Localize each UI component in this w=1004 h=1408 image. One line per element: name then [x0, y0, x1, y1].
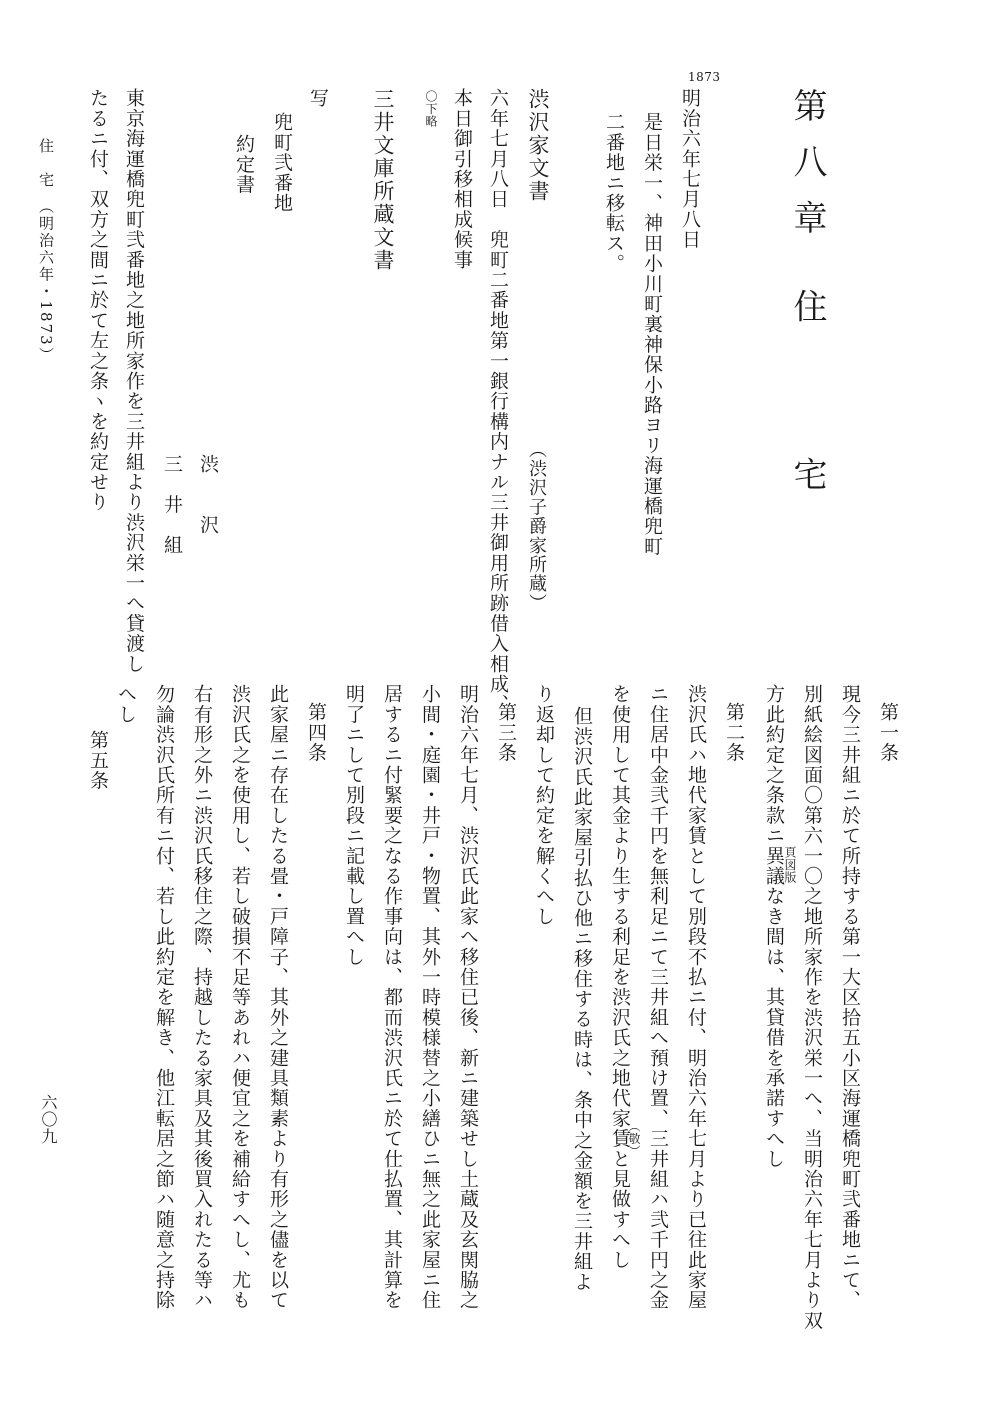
- article2-line1: 渋沢氏ハ地代家賃として別段不払ニ付、明治六年七月より已往此家屋: [685, 684, 707, 1311]
- contract-body-line1: 東京海運橋兜町弐番地之地所家作を三井組より渋沢栄一へ貸渡し: [123, 88, 145, 674]
- article1-note: 頁図版: [783, 846, 797, 884]
- contract-place: 兜町弐番地: [271, 112, 293, 213]
- article4-line4: 勿論渋沢氏所有ニ付、若し此約定を解き、他江転居之節ハ随意之持除: [153, 684, 175, 1311]
- article3-line3: 居するニ付緊要之なる作事向は、都而渋沢氏ニ於て仕払置、其計算を: [381, 684, 403, 1311]
- chapter-title: 第八章 住 宅: [787, 88, 827, 513]
- copy-mark: 写: [307, 88, 329, 109]
- article2-line5: り返却して約定を解くへし: [533, 684, 555, 927]
- shibusawa-doc-source: （渋沢子爵家所蔵）: [526, 440, 547, 613]
- page-number: 六〇九: [39, 1094, 58, 1145]
- shibusawa-doc-line2: 本日御引移相成候事: [451, 88, 473, 270]
- article3-title: 第三条: [495, 702, 517, 763]
- article2-line2: ニ住居中金弐千円を無利足ニて三井組へ預け置、三井組ハ弐千円之金: [647, 684, 669, 1311]
- article2-line3: を使用して其金より生する利足を渋沢氏之地代家賃と見做すへし: [609, 684, 631, 1270]
- mitsui-doc-heading: 三井文庫所蔵文書: [371, 88, 395, 272]
- entry-date: 明治六年七月八日: [679, 88, 701, 250]
- article2-line4: 但渋沢氏此家屋引払ひ他ニ移住する時は、条中之金額を三井組よ: [571, 706, 593, 1292]
- article2-title: 第二条: [723, 702, 745, 763]
- article1-title: 第一条: [877, 702, 899, 763]
- article4-line1: 此家屋ニ存在したる畳・戸障子、其外之建具類素より有形之儘を以て: [267, 684, 289, 1311]
- article3-line4: 明了ニして別段ニ記載し置へし: [343, 684, 365, 967]
- article1-line2: 別紙絵図面〇第六一〇之地所家作を渋沢栄一へ、当明治六年七月より双: [801, 684, 823, 1331]
- article4-line2: 渋沢氏之を使用し、若し破損不足等あれハ便宜之を補給すへし、尤も: [229, 684, 251, 1311]
- article5-title: 第五条: [87, 730, 109, 791]
- article4-line3: 右有形之外ニ渋沢氏移住之際、持越したる家具及其後買入れたる等ハ: [191, 684, 213, 1311]
- contract-title: 約定書: [233, 134, 255, 195]
- contract-body-line2: たるニ付、双方之間ニ於て左之条ヽを約定せり: [87, 88, 109, 513]
- entry-text-line2: 二番地ニ移転ス。: [603, 112, 625, 274]
- shibusawa-doc-line1: 六年七月八日 兜町二番地第一銀行構内ナル三井御用所跡借入相成、: [487, 88, 509, 715]
- article3-line2: 小間・庭園・井戸・物置、其外一時模様替之小繕ひニ無之此家屋ニ住: [419, 684, 441, 1311]
- entry-text-line1: 是日栄一、神田小川町裏神保小路ヨリ海運橋兜町: [641, 112, 663, 557]
- article1-line3: 方此約定之条款ニ異議なき間は、其貸借を承諾すへし: [763, 684, 785, 1169]
- year-note: 1873: [688, 70, 721, 84]
- article4-line5: へし: [115, 684, 137, 725]
- omission-note: 〇下略: [424, 90, 438, 128]
- party-mitsui: 三 井 組: [161, 454, 183, 555]
- article2-note: （敬）: [627, 1120, 641, 1158]
- article3-line1: 明治六年七月、渋沢氏此家へ移住已後、新ニ建築せし土蔵及玄関脇之: [457, 684, 479, 1311]
- article1-line1: 現今三井組ニ於て所持する第一大区拾五小区海運橋兜町弐番地ニて、: [839, 684, 861, 1311]
- party-shibusawa: 渋 沢: [197, 454, 219, 535]
- shibusawa-doc-heading: 渋沢家文書: [526, 88, 550, 203]
- article4-title: 第四条: [305, 702, 327, 763]
- running-head: 住 宅 （明治六年・1873）: [37, 138, 55, 364]
